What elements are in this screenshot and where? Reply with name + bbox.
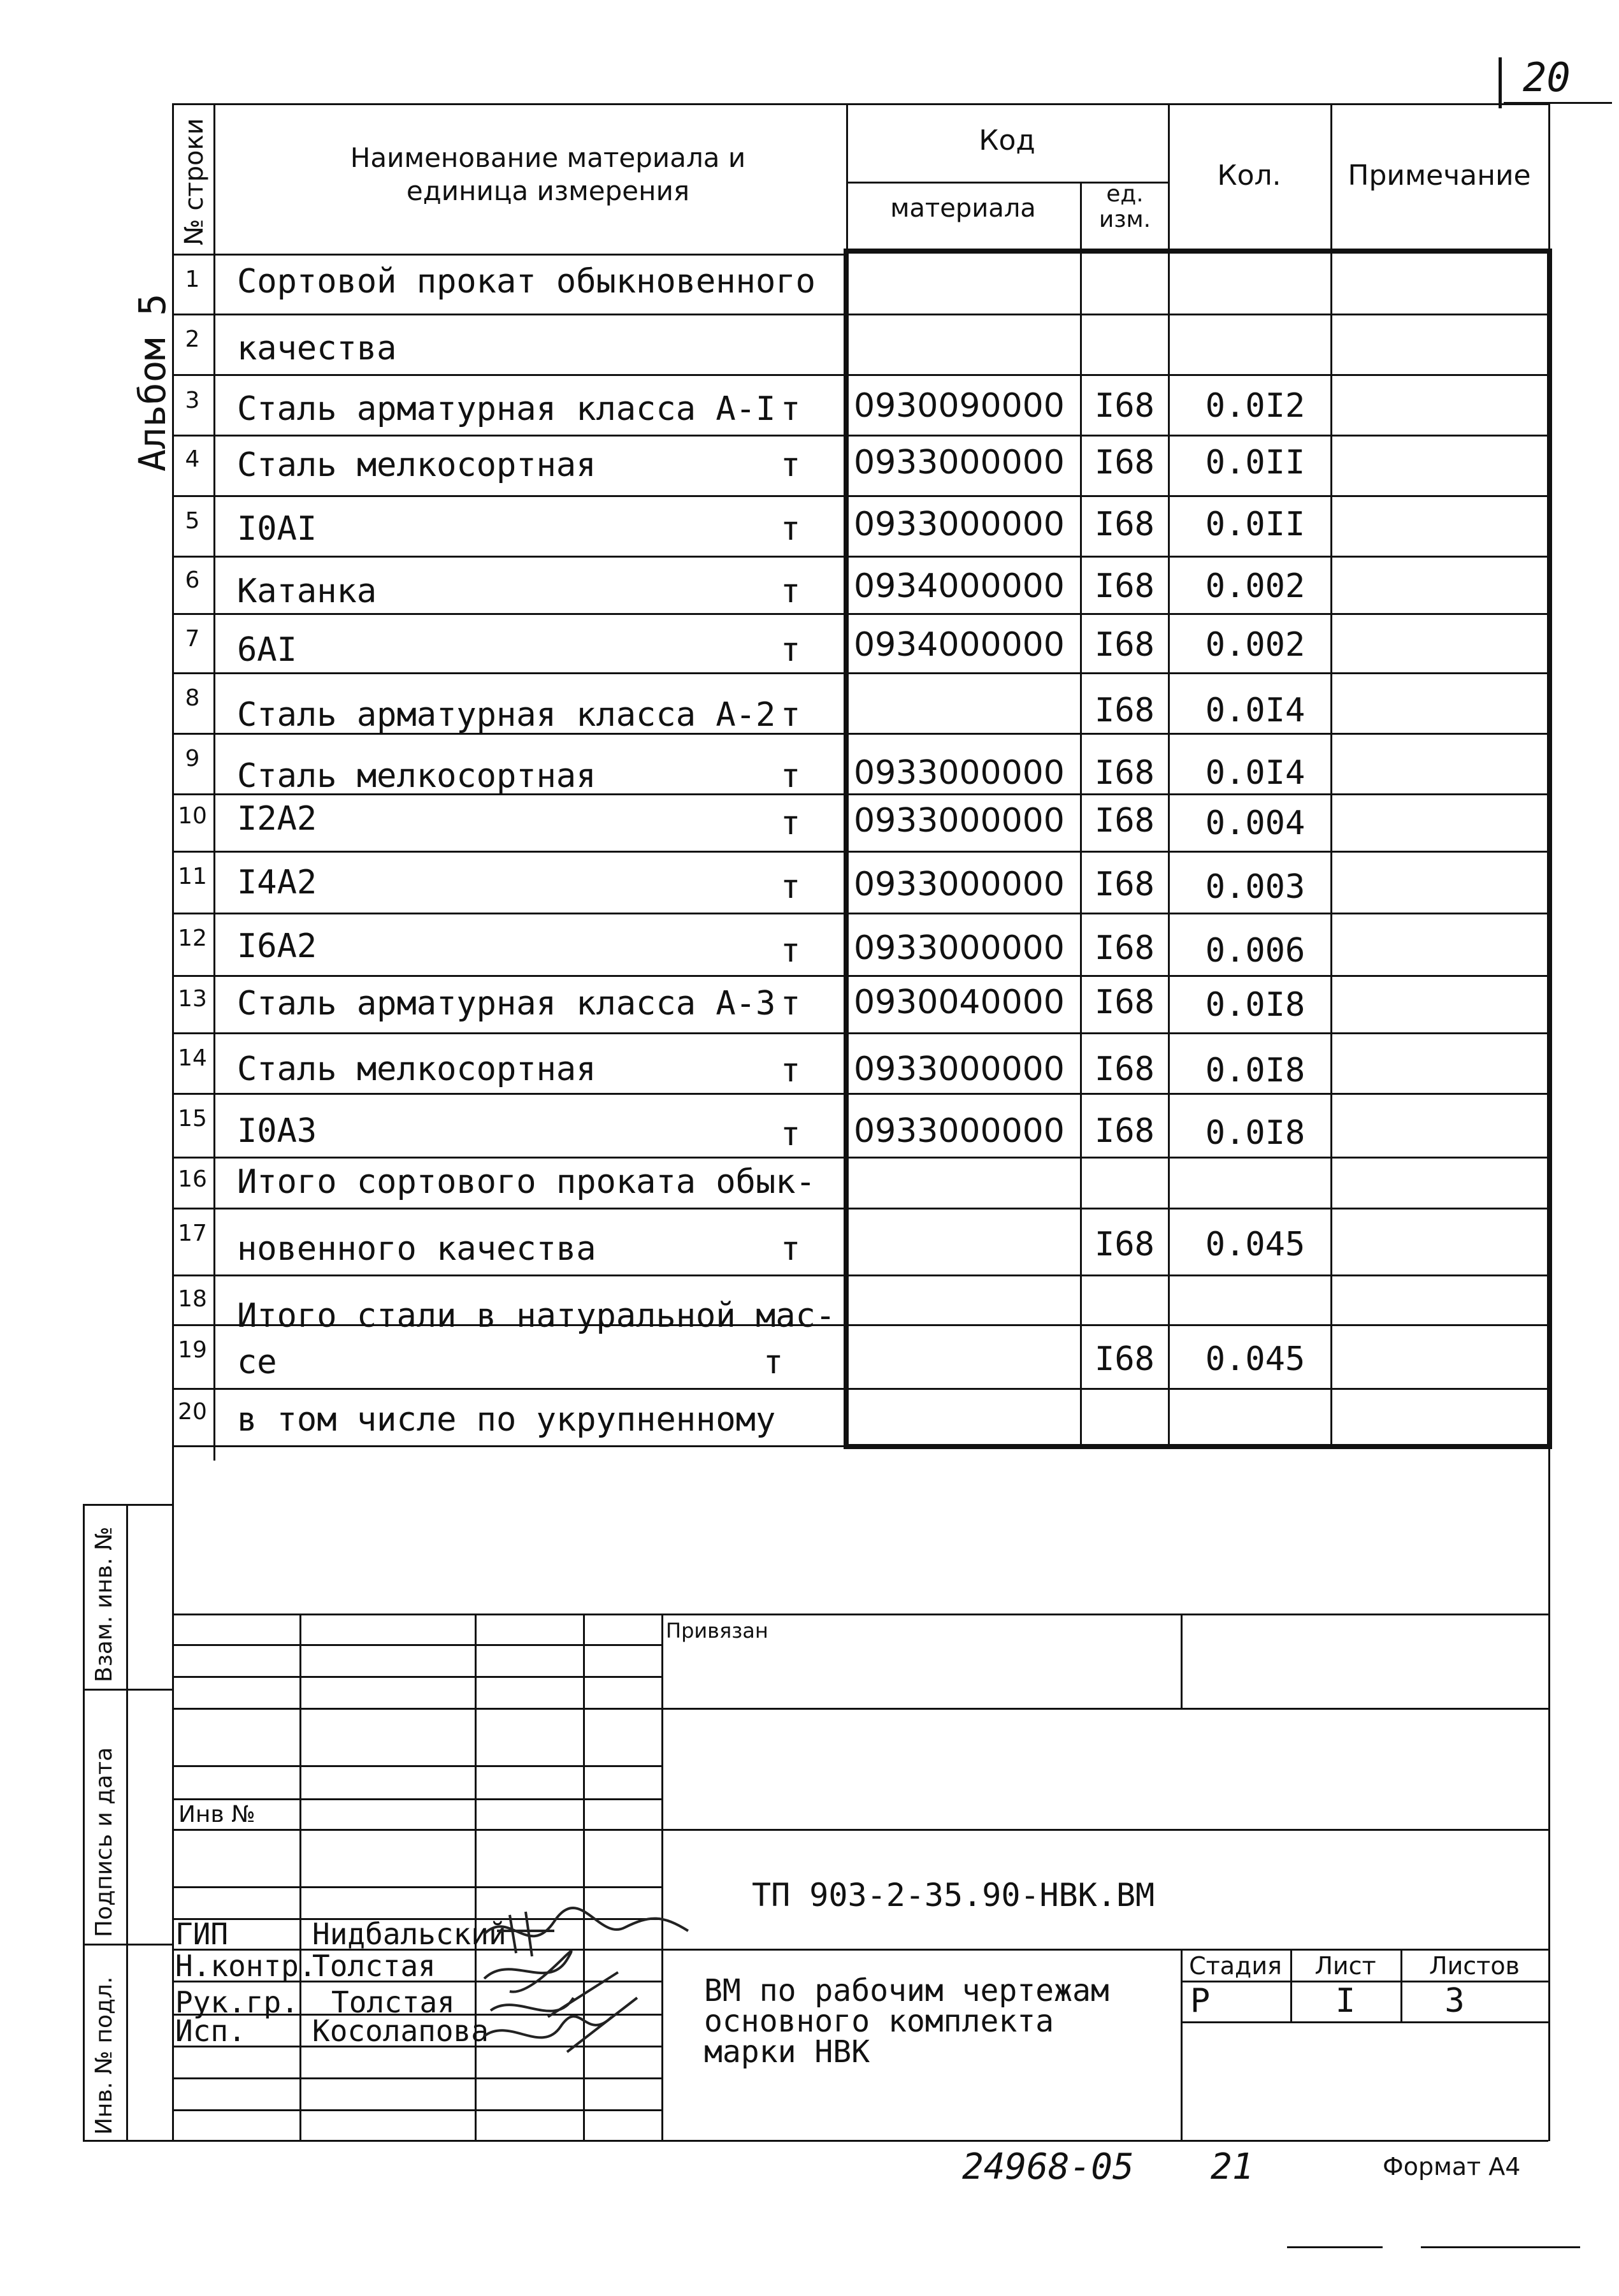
row-unit-code: I68 xyxy=(1095,505,1155,544)
header-code: Код xyxy=(979,124,1035,157)
stage-label: Стадия xyxy=(1189,1952,1282,1980)
row-code: 0934000000 xyxy=(854,626,1065,664)
row-number: 20 xyxy=(178,1399,207,1425)
name-executor: Косолапова xyxy=(312,2014,489,2048)
row-material-name: I0A3 xyxy=(237,1112,317,1150)
row-number: 12 xyxy=(178,925,207,951)
row-unit-code: I68 xyxy=(1095,1050,1155,1088)
row-quantity: 0.0I2 xyxy=(1205,387,1306,425)
header-material-name: Наименование материала и единица измерения xyxy=(350,142,746,206)
row-unit-code: I68 xyxy=(1095,929,1155,967)
row-number: 16 xyxy=(178,1166,207,1192)
stage-value: Р xyxy=(1190,1982,1211,2020)
row-unit: т xyxy=(781,631,801,669)
row-quantity: 0.0I4 xyxy=(1205,691,1306,730)
header-row-number: № строки xyxy=(180,118,209,245)
row-number: 11 xyxy=(178,863,207,890)
header-code-unit: ед. изм. xyxy=(1098,181,1151,233)
row-number: 10 xyxy=(178,803,207,829)
row-number: 19 xyxy=(178,1337,207,1363)
row-quantity: 0.0I4 xyxy=(1205,754,1306,792)
name-group-lead: Толстая xyxy=(331,1985,455,2019)
row-unit-code: I68 xyxy=(1095,802,1155,840)
scan-mark xyxy=(1421,2246,1580,2248)
row-code: 0933000000 xyxy=(854,802,1065,840)
role-executor: Исп. xyxy=(175,2014,246,2048)
row-unit: т xyxy=(781,446,801,484)
row-number: 9 xyxy=(185,746,200,772)
page-number-bar xyxy=(1499,57,1502,108)
row-number: 8 xyxy=(185,685,200,711)
side-stamp-original-inventory: Инв. № подл. xyxy=(91,1976,117,2135)
row-unit-code: I68 xyxy=(1095,983,1155,1022)
row-code: 0934000000 xyxy=(854,567,1065,605)
row-material-name: качества xyxy=(237,329,397,368)
row-code: 0930040000 xyxy=(854,983,1065,1022)
header-code-material: материала xyxy=(890,194,1036,223)
row-quantity: 0.002 xyxy=(1205,626,1306,664)
side-stamp-replacement: Взам. инв. № xyxy=(91,1526,117,1682)
row-quantity: 0.004 xyxy=(1205,804,1306,842)
row-material-name: Сортовой прокат обыкновенного xyxy=(237,263,816,301)
inventory-number-label: Инв № xyxy=(178,1801,255,1828)
row-material-name: Сталь арматурная класса А-I xyxy=(237,390,776,428)
row-unit-code: I68 xyxy=(1095,865,1155,904)
row-material-name: I0AI xyxy=(237,510,317,548)
row-quantity: 0.002 xyxy=(1205,567,1306,605)
page-number: 20 xyxy=(1523,54,1571,101)
side-stamp-signature-date: Подпись и дата xyxy=(91,1747,117,1937)
row-material-name: I6A2 xyxy=(237,927,317,965)
row-material-name: Итого стали в натуральной мас- xyxy=(237,1297,836,1335)
row-number: 1 xyxy=(185,266,200,292)
row-unit: т xyxy=(781,985,801,1023)
header-quantity: Кол. xyxy=(1217,159,1281,192)
role-norm-control: Н.контр. xyxy=(175,1949,317,1983)
row-unit-code: I68 xyxy=(1095,691,1155,730)
row-unit: т xyxy=(781,1051,801,1090)
row-material-name: Сталь арматурная класса А-2 xyxy=(237,696,776,734)
footer-page: 21 xyxy=(1211,2146,1254,2188)
row-material-name: 6AI xyxy=(237,631,297,669)
row-code: 0933000000 xyxy=(854,865,1065,904)
row-quantity: 0.0II xyxy=(1205,444,1306,482)
row-material-name: новенного качества xyxy=(237,1230,596,1268)
row-number: 5 xyxy=(185,508,200,534)
row-material-name: в том числе по укрупненному xyxy=(237,1401,776,1439)
row-material-name: I4A2 xyxy=(237,863,317,902)
row-code: 0933000000 xyxy=(854,444,1065,482)
row-unit: т xyxy=(781,696,801,734)
row-code: 0933000000 xyxy=(854,929,1065,967)
row-unit-code: I68 xyxy=(1095,567,1155,605)
row-material-name: се xyxy=(237,1343,277,1382)
row-quantity: 0.003 xyxy=(1205,868,1306,906)
row-number: 7 xyxy=(185,626,200,652)
scan-mark xyxy=(1287,2246,1383,2248)
row-quantity: 0.0I8 xyxy=(1205,1114,1306,1152)
row-unit: т xyxy=(781,572,801,610)
row-quantity: 0.045 xyxy=(1205,1340,1306,1378)
row-quantity: 0.0I8 xyxy=(1205,986,1306,1024)
row-unit: т xyxy=(781,757,801,795)
row-quantity: 0.0II xyxy=(1205,505,1306,544)
row-unit-code: I68 xyxy=(1095,626,1155,664)
row-code: 0933000000 xyxy=(854,1112,1065,1150)
row-quantity: 0.0I8 xyxy=(1205,1051,1306,1090)
sheets-label: Листов xyxy=(1429,1952,1520,1980)
row-unit-code: I68 xyxy=(1095,754,1155,792)
row-material-name: Итого сортового проката обык- xyxy=(237,1163,816,1201)
row-number: 15 xyxy=(178,1106,207,1132)
header-note: Примечание xyxy=(1348,159,1531,192)
row-unit-code: I68 xyxy=(1095,1112,1155,1150)
row-unit: т xyxy=(763,1343,784,1382)
row-unit-code: I68 xyxy=(1095,1340,1155,1378)
row-quantity: 0.045 xyxy=(1205,1225,1306,1264)
row-material-name: Сталь мелкосортная xyxy=(237,757,596,795)
row-code: 0930090000 xyxy=(854,387,1065,425)
document-code: ТП 903-2-35.90-НВК.ВМ xyxy=(752,1877,1155,1914)
name-norm-control: Толстая xyxy=(312,1949,436,1983)
row-code: 0933000000 xyxy=(854,1050,1065,1088)
row-unit-code: I68 xyxy=(1095,1225,1155,1264)
row-number: 14 xyxy=(178,1045,207,1071)
archive-number: 24968-05 xyxy=(962,2146,1134,2188)
row-number: 17 xyxy=(178,1220,207,1246)
row-number: 2 xyxy=(185,326,200,352)
row-material-name: Сталь мелкосортная xyxy=(237,1050,596,1088)
row-number: 4 xyxy=(185,446,200,472)
row-number: 3 xyxy=(185,387,200,414)
sheet-value: I xyxy=(1335,1982,1356,2020)
row-material-name: Сталь мелкосортная xyxy=(237,446,596,484)
signatures-image xyxy=(471,1896,701,2061)
role-group-lead: Рук.гр. xyxy=(175,1985,299,2019)
document-title: ВМ по рабочим чертежам основного комплекта марки НВК xyxy=(704,1973,1109,2070)
row-number: 6 xyxy=(185,567,200,593)
row-number: 13 xyxy=(178,986,207,1012)
row-unit: т xyxy=(781,1230,801,1268)
row-unit: т xyxy=(781,390,801,428)
row-number: 18 xyxy=(178,1286,207,1312)
privyazan-label: Привязан xyxy=(666,1619,768,1643)
row-unit: т xyxy=(781,1115,801,1153)
row-code: 0933000000 xyxy=(854,505,1065,544)
row-unit: т xyxy=(781,932,801,970)
row-code: 0933000000 xyxy=(854,754,1065,792)
row-material-name: Сталь арматурная класса А-3 xyxy=(237,985,776,1023)
row-material-name: I2A2 xyxy=(237,800,317,838)
row-unit: т xyxy=(781,510,801,548)
row-unit-code: I68 xyxy=(1095,387,1155,425)
sheet-label: Лист xyxy=(1314,1952,1376,1980)
row-unit: т xyxy=(781,804,801,842)
name-gip: Нидбальский xyxy=(312,1917,507,1951)
format-label: Формат А4 xyxy=(1383,2153,1521,2181)
row-unit-code: I68 xyxy=(1095,444,1155,482)
role-gip: ГИП xyxy=(175,1917,229,1951)
row-unit: т xyxy=(781,868,801,906)
row-material-name: Катанка xyxy=(237,572,377,610)
row-quantity: 0.006 xyxy=(1205,932,1306,970)
album-label: Альбом 5 xyxy=(131,293,174,472)
sheets-value: 3 xyxy=(1444,1982,1465,2020)
